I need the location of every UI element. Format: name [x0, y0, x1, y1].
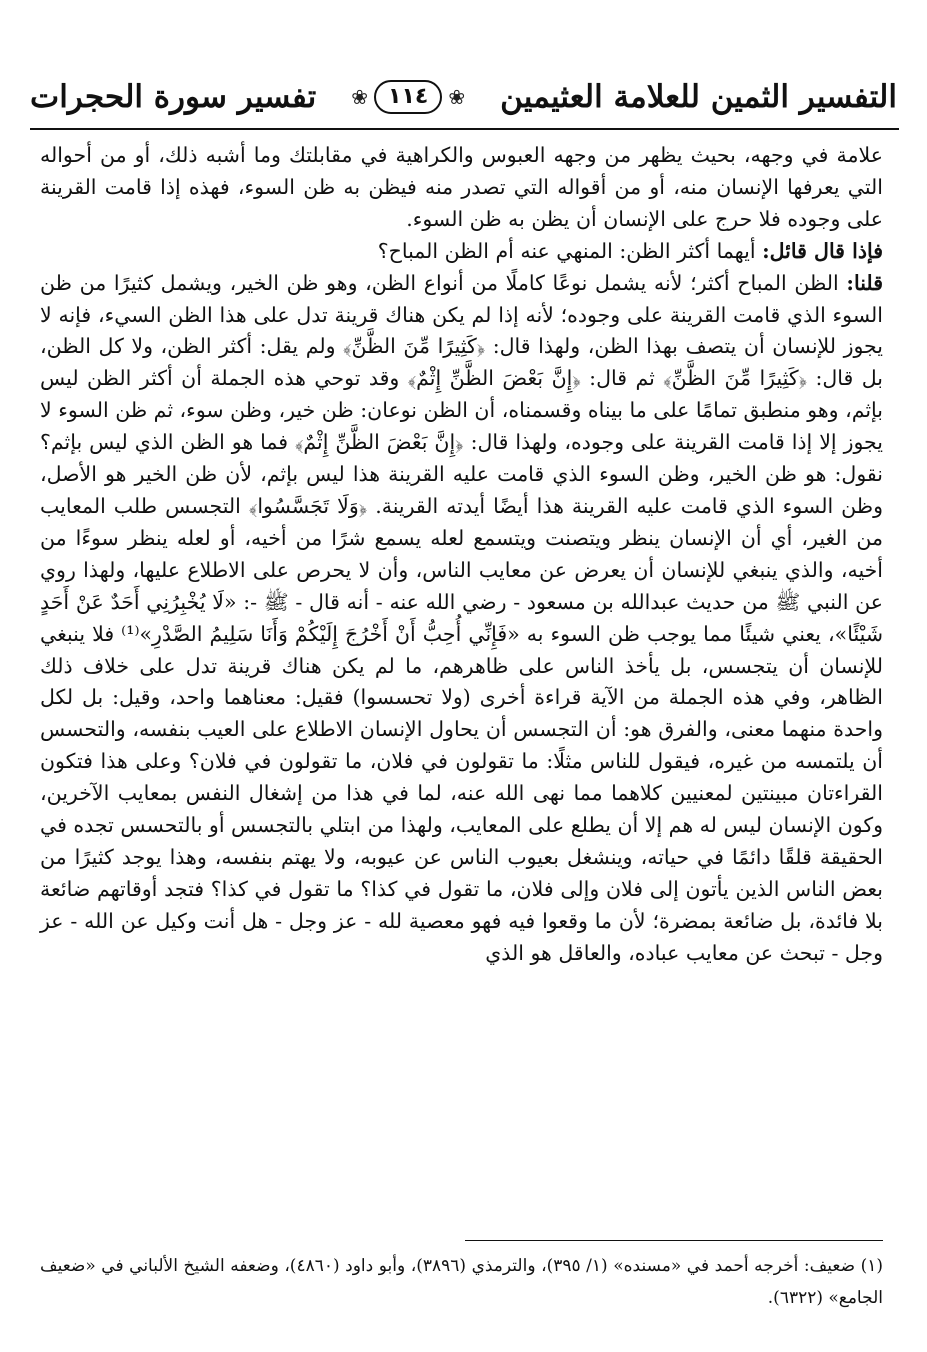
book-title: التفسير الثمين للعلامة العثيمين — [500, 79, 897, 115]
paragraph-3-lead: قلنا: — [846, 270, 883, 295]
header-divider — [30, 128, 899, 130]
page-number-badge — [351, 80, 465, 114]
footnote: (١) ضعيف: أخرجه أحمد في «مسنده» (١/ ٣٩٥)، والترمذي (٣٨٩٦)، وأبو داود (٤٨٦٠)، وضعفه الشيخ الألباني في «ضعيف الجامع» (٦٣٢٢). — [40, 1256, 883, 1308]
paragraph-2-lead: فإذا قال قائل: — [762, 238, 883, 263]
page-number: ١١٤ — [374, 80, 442, 114]
page-header — [30, 66, 897, 128]
ornament-right-icon: ❀ — [448, 85, 466, 109]
paragraph-1: علامة في وجهه، بحيث يظهر من وجهه العبوس والكراهية في مقابلتك وما أشبه ذلك، أو من أحواله التي يعرفها الإنسان منه، أو من أقواله التي تصدر منه فيظن به ظن السوء، فهذه إذا قامت القرينة على وجوده فلا حرج على الإنسان أن يظن به ظن السوء. — [40, 143, 883, 231]
paragraph-2-text: أيهما أكثر الظن: المنهي عنه أم الظن المباح؟ — [377, 238, 763, 263]
ornament-left-icon: ❀ — [351, 85, 369, 109]
footnote-divider — [465, 1240, 883, 1241]
surah-title: تفسير سورة الحجرات — [30, 79, 317, 115]
paragraph-2 — [40, 236, 883, 268]
paragraph-3 — [40, 268, 883, 970]
paragraph-3-text: الظن المباح أكثر؛ لأنه يشمل نوعًا كاملًا من أنواع الظن، وهو ظن الخير، ويشمل كثيرًا من ظن السوء الذي قامت القرينة على وجوده؛ لأنه إذا لم يكن هناك قرينة تدل على هذا الظن السيء، فإنه لا يجوز للإنسان أن يتصف بهذا الظن، ولهذا قال: ﴿كَثِيرًا مِّنَ الظَّنِّ﴾ ولم يقل: أكثر الظن، ولا كل الظن، بل قال: ﴿كَثِيرًا مِّنَ الظَّنِّ﴾ ثم قال: ﴿إِنَّ بَعْضَ الظَّنِّ إِثْمٌ﴾ وقد توحي هذه الجملة أن أكثر الظن ليس بإثم، وهو منطبق تمامًا على ما بيناه وقسمناه، أن الظن نوعان: ظن خير، وظن سوء، ثم ظن السوء لا يجوز إلا إذا قامت القرينة على وجوده، ولهذا قال: ﴿إِنَّ بَعْضَ الظَّنِّ إِثْمٌ﴾ فما هو الظن الذي ليس بإثم؟ نقول: هو ظن الخير، وظن السوء الذي قامت عليه القرينة هذا ليس بإثم، لأن ظن الخير هو الأصل، وظن السوء الذي قامت عليه القرينة هذا أيضًا أيدته القرينة. ﴿وَلَا تَجَسَّسُوا﴾ التجسس طلب المعايب من الغير، أي أن الإنسان ينظر ويتصنت ويتسمع لعله يسمع شرًا من أخيه، أو لعله ينظر سوءًا من أخيه، والذي ينبغي للإنسان أن يعرض عن معايب الناس، وأن لا يحرص على الاطلاع عليها، ولهذا روي عن النبي ﷺ من حديث عبدالله بن مسعود - رضي الله عنه - أنه قال - ﷺ -: «لَا يُخْبِرُنِي أَحَدٌ عَنْ أَحَدٍ شَيْئًا»، يعني شيئًا مما يوجب ظن السوء به «فَإِنِّي أُحِبُّ أَنْ أَخْرُجَ إِلَيْكُمْ وَأَنَا سَلِيمُ الصَّدْرِ»⁽¹⁾ فلا ينبغي للإنسان أن يتجسس، بل يأخذ الناس على ظاهرهم، ما لم يكن هناك قرينة تدل على خلاف ذلك الظاهر، وفي هذه الجملة من الآية قراءة أخرى (ولا تحسسوا) فقيل: معناهما واحد، وقيل: بل لكل واحدة منهما معنى، والفرق هو: أن التجسس أن يحاول الإنسان الاطلاع على العيب بنفسه، والتحسس أن يلتمسه من غيره، فيقول للناس مثلًا: ما تقولون في فلان، ما تقولون في فلان؟ وعلى هذا فتكون القراءتان مبينتين لمعنيين كلاهما مما نهى الله عنه، لما في هذا من إشغال النفس بمعايب الآخرين، وكون الإنسان ليس له هم إلا أن يطلع على المعايب، ولهذا من ابتلي بالتجسس أو بالتحسس تجده في الحقيقة قلقًا دائمًا في حياته، وينشغل بعيوب الناس عن عيوبه، ولا يهتم بنفسه، وهذا يوجد كثيرًا من بعض الناس الذين يأتون إلى فلان وإلى فلان، ما تقول في كذا؟ ما تقول في كذا؟ فتجد أوقاتهم ضائعة بلا فائدة، بل ضائعة بمضرة؛ لأن ما وقعوا فيه فهو معصية لله - عز وجل - هل أنت وكيل عن الله - عز وجل - تبحث عن معايب عباده، والعاقل هو الذي — [40, 270, 884, 965]
body-text — [40, 140, 883, 1220]
